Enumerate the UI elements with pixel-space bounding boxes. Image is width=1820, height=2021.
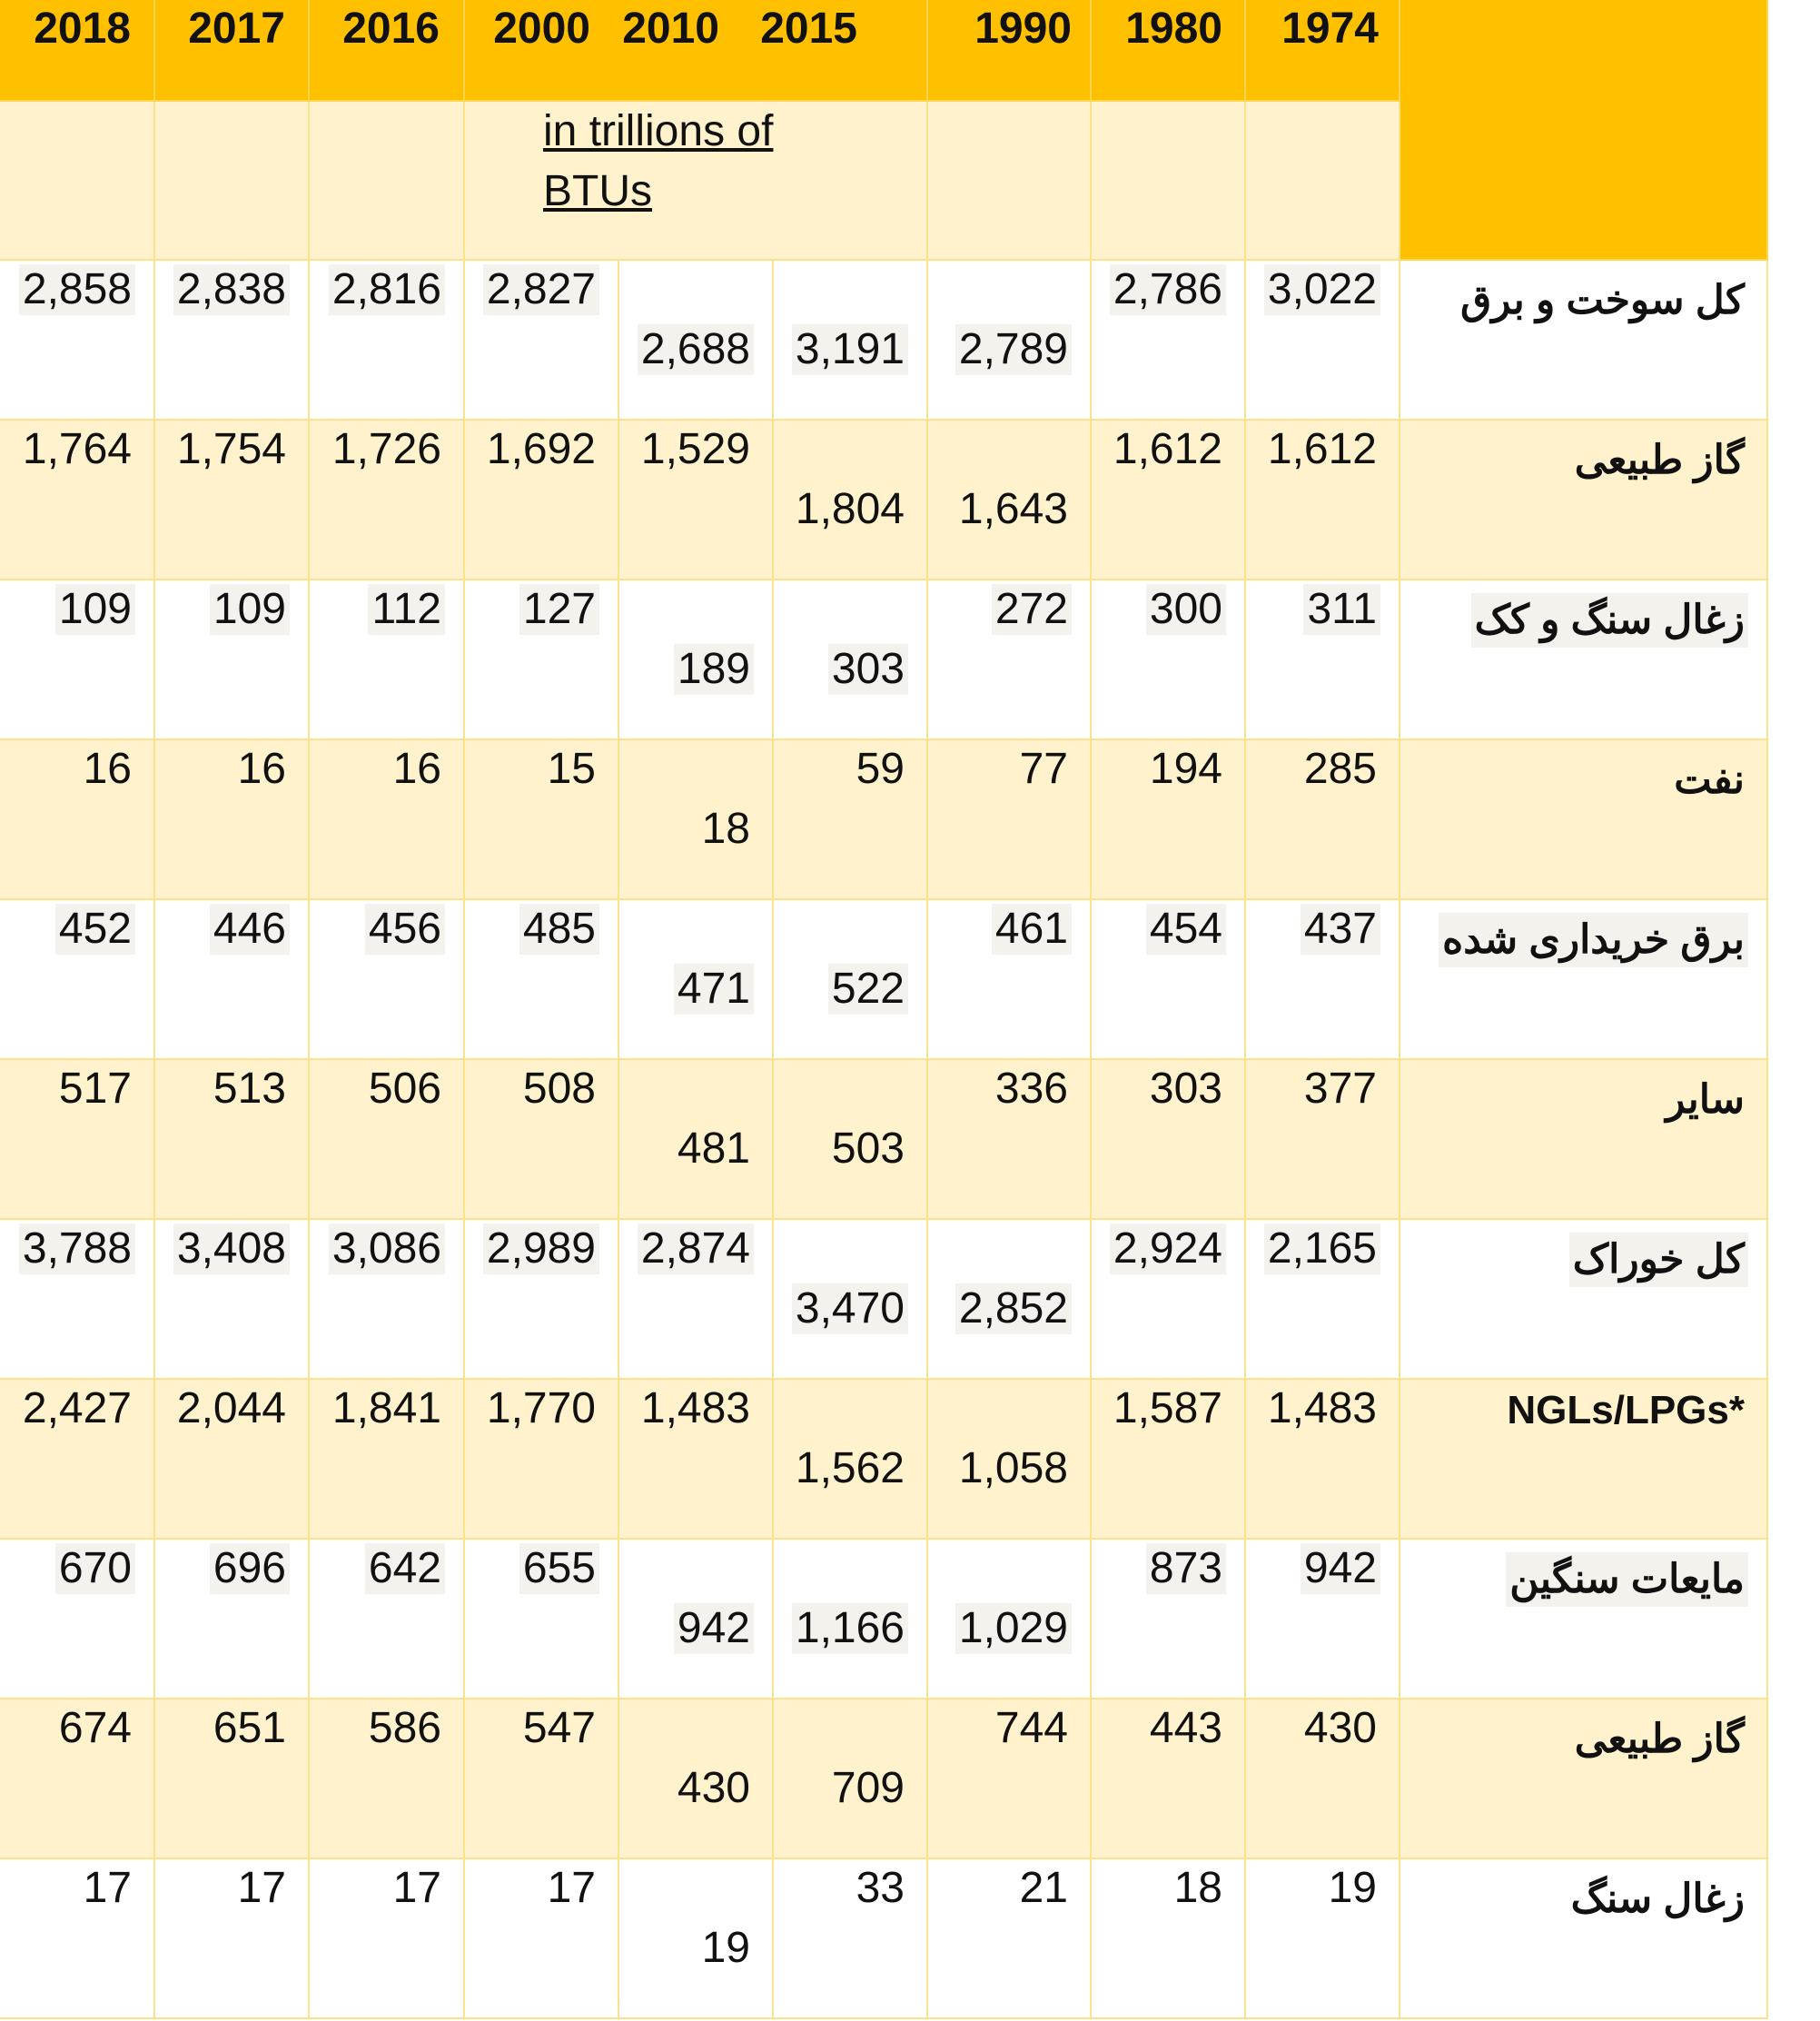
table-row <box>0 1380 1768 1540</box>
table-row <box>0 1060 1768 1220</box>
value-cell <box>1246 1540 1400 1699</box>
cell-value: 189 <box>674 644 754 695</box>
cell-value: 1,029 <box>955 1603 1072 1654</box>
cell-value: 300 <box>1146 584 1226 635</box>
table-row <box>0 580 1768 740</box>
value-cell <box>1092 1380 1246 1540</box>
value-cell <box>155 1380 310 1540</box>
value-cell <box>619 421 774 580</box>
label-cell <box>1400 740 1768 900</box>
value-cell <box>0 421 155 580</box>
value-cell <box>619 1060 774 1220</box>
value-cell <box>310 1060 465 1220</box>
cell-value: 2,789 <box>955 324 1072 375</box>
value-cell <box>1246 580 1400 740</box>
cell-value: 336 <box>994 1065 1068 1113</box>
value-cell <box>310 421 465 580</box>
cell-value: 59 <box>856 745 905 793</box>
value-cell <box>155 740 310 900</box>
cell-value: 285 <box>1303 745 1377 793</box>
value-cell <box>619 740 774 900</box>
row-label: مایعات سنگین <box>1506 1552 1748 1607</box>
cell-value: 18 <box>701 805 750 853</box>
row-label: نفت <box>1674 758 1745 802</box>
cell-value: 1,804 <box>795 485 905 533</box>
table-row <box>0 1699 1768 1859</box>
value-cell <box>928 580 1092 740</box>
cell-value: 21 <box>1019 1864 1068 1912</box>
cell-value: 1,587 <box>1113 1384 1222 1432</box>
value-cell <box>1092 1220 1246 1380</box>
row-label: زغال سنگ و کک <box>1471 593 1748 648</box>
value-cell <box>155 421 310 580</box>
cell-value: 2,852 <box>955 1283 1072 1334</box>
label-cell <box>1400 261 1768 421</box>
value-cell <box>1246 740 1400 900</box>
value-cell <box>774 1060 928 1220</box>
value-cell <box>1246 1060 1400 1220</box>
value-cell <box>1092 580 1246 740</box>
cell-value: 1,754 <box>176 425 286 473</box>
value-cell <box>1092 1699 1246 1859</box>
value-cell <box>1092 900 1246 1060</box>
value-cell <box>310 900 465 1060</box>
value-cell <box>1092 261 1246 421</box>
cell-value: 744 <box>994 1704 1068 1752</box>
cell-value: 1,726 <box>331 425 441 473</box>
row-label: کل سوخت و برق <box>1460 278 1745 322</box>
cell-value: 655 <box>519 1543 599 1594</box>
cell-value: 303 <box>828 644 908 695</box>
cell-value: 430 <box>677 1764 750 1812</box>
value-cell <box>928 1699 1092 1859</box>
value-cell <box>310 1540 465 1699</box>
value-cell <box>155 580 310 740</box>
value-cell <box>619 1699 774 1859</box>
year-label: 2015 <box>760 5 857 53</box>
cell-value: 430 <box>1303 1704 1377 1752</box>
value-cell <box>928 1220 1092 1380</box>
unit-band-cell <box>0 102 155 261</box>
cell-value: 1,841 <box>331 1384 441 1432</box>
cell-value: 194 <box>1149 745 1222 793</box>
table-row <box>0 421 1768 580</box>
cell-value: 471 <box>674 964 754 1015</box>
cell-value: 2,688 <box>638 324 754 375</box>
value-cell <box>928 421 1092 580</box>
cell-value: 16 <box>83 745 132 793</box>
cell-value: 2,989 <box>483 1223 599 1274</box>
cell-value: 3,408 <box>173 1223 290 1274</box>
cell-value: 1,483 <box>640 1384 750 1432</box>
year-label: 1990 <box>974 5 1072 53</box>
cell-value: 2,827 <box>483 264 599 315</box>
cell-value: 109 <box>55 584 135 635</box>
row-label: NGLs/LPGs* <box>1507 1388 1745 1432</box>
value-cell <box>774 1859 928 2019</box>
cell-value: 670 <box>55 1543 135 1594</box>
year-label: 2017 <box>188 5 285 53</box>
value-cell <box>465 1220 619 1380</box>
cell-value: 437 <box>1301 904 1380 955</box>
value-cell <box>1246 261 1400 421</box>
label-cell <box>1400 1380 1768 1540</box>
cell-value: 642 <box>365 1543 445 1594</box>
year-label: 1974 <box>1281 5 1379 53</box>
row-label: کل خوراک <box>1569 1233 1748 1287</box>
label-cell <box>1400 1060 1768 1220</box>
year-label: 1980 <box>1125 5 1222 53</box>
cell-value: 15 <box>547 745 596 793</box>
cell-value: 503 <box>831 1124 905 1173</box>
cell-value: 2,816 <box>329 264 445 315</box>
value-cell <box>928 1380 1092 1540</box>
value-cell <box>1092 421 1246 580</box>
cell-value: 485 <box>519 904 599 955</box>
cell-value: 19 <box>701 1924 750 1972</box>
cell-value: 17 <box>392 1864 441 1912</box>
value-cell <box>465 1859 619 2019</box>
value-cell <box>928 1859 1092 2019</box>
value-cell <box>0 1859 155 2019</box>
value-cell <box>310 1859 465 2019</box>
row-label: زغال سنگ <box>1570 1877 1745 1921</box>
value-cell <box>465 1699 619 1859</box>
value-cell <box>155 1220 310 1380</box>
value-cell <box>310 740 465 900</box>
label-cell <box>1400 900 1768 1060</box>
cell-value: 586 <box>368 1704 441 1752</box>
cell-value: 272 <box>992 584 1072 635</box>
table-row <box>0 261 1768 421</box>
value-cell <box>465 580 619 740</box>
value-cell <box>774 1699 928 1859</box>
table-row <box>0 1859 1768 2019</box>
value-cell <box>1092 1540 1246 1699</box>
cell-value: 3,470 <box>792 1283 908 1334</box>
value-cell <box>0 1699 155 1859</box>
cell-value: 2,044 <box>176 1384 286 1432</box>
cell-value: 709 <box>831 1764 905 1812</box>
value-cell <box>310 1699 465 1859</box>
value-cell <box>619 261 774 421</box>
cell-value: 1,643 <box>958 485 1068 533</box>
value-cell <box>1246 421 1400 580</box>
cell-value: 3,022 <box>1264 264 1380 315</box>
value-cell <box>1246 1859 1400 2019</box>
cell-value: 17 <box>237 1864 286 1912</box>
value-cell <box>465 1540 619 1699</box>
value-cell <box>928 261 1092 421</box>
cell-value: 508 <box>522 1065 596 1113</box>
value-cell <box>0 1220 155 1380</box>
value-cell <box>465 261 619 421</box>
value-cell <box>310 261 465 421</box>
value-cell <box>774 1540 928 1699</box>
cell-value: 17 <box>83 1864 132 1912</box>
cell-value: 481 <box>677 1124 750 1173</box>
cell-value: 1,692 <box>486 425 596 473</box>
value-cell <box>0 580 155 740</box>
label-cell <box>1400 1859 1768 2019</box>
value-cell <box>155 261 310 421</box>
cell-value: 454 <box>1146 904 1226 955</box>
year-label: 2016 <box>342 5 440 53</box>
cell-value: 16 <box>237 745 286 793</box>
value-cell <box>619 1540 774 1699</box>
value-cell <box>1092 1859 1246 2019</box>
cell-value: 19 <box>1328 1864 1377 1912</box>
cell-value: 696 <box>210 1543 290 1594</box>
cell-value: 127 <box>519 584 599 635</box>
label-cell <box>1400 1540 1768 1699</box>
value-cell <box>928 900 1092 1060</box>
row-label: سایر <box>1666 1077 1745 1122</box>
year-label: 2018 <box>34 5 131 53</box>
cell-value: 674 <box>58 1704 132 1752</box>
unit-band-cell <box>1246 102 1400 261</box>
cell-value: 2,924 <box>1110 1223 1226 1274</box>
value-cell <box>310 580 465 740</box>
header-cell <box>1400 0 1768 261</box>
cell-value: 942 <box>1301 1543 1380 1594</box>
value-cell <box>465 1060 619 1220</box>
value-cell <box>774 740 928 900</box>
value-cell <box>0 1540 155 1699</box>
cell-value: 2,858 <box>19 264 135 315</box>
value-cell <box>774 1380 928 1540</box>
cell-value: 443 <box>1149 1704 1222 1752</box>
cell-value: 303 <box>1149 1065 1222 1113</box>
value-cell <box>619 1220 774 1380</box>
value-cell <box>155 1859 310 2019</box>
cell-value: 1,770 <box>486 1384 596 1432</box>
table-row <box>0 1220 1768 1380</box>
cell-value: 2,165 <box>1264 1223 1380 1274</box>
value-cell <box>774 1220 928 1380</box>
cell-value: 456 <box>365 904 445 955</box>
value-cell <box>310 1220 465 1380</box>
cell-value: 547 <box>522 1704 596 1752</box>
year-label: 2010 <box>622 5 719 53</box>
value-cell <box>774 261 928 421</box>
value-cell <box>465 1380 619 1540</box>
value-cell <box>1246 900 1400 1060</box>
value-cell <box>1246 1220 1400 1380</box>
value-cell <box>465 900 619 1060</box>
cell-value: 2,786 <box>1110 264 1226 315</box>
cell-value: 1,562 <box>795 1444 905 1492</box>
table-row <box>0 900 1768 1060</box>
label-cell <box>1400 1220 1768 1380</box>
value-cell <box>1246 1380 1400 1540</box>
value-cell <box>0 900 155 1060</box>
label-cell <box>1400 1699 1768 1859</box>
cell-value: 452 <box>55 904 135 955</box>
value-cell <box>0 261 155 421</box>
cell-value: 112 <box>368 584 445 635</box>
cell-value: 77 <box>1019 745 1068 793</box>
cell-value: 33 <box>856 1864 905 1912</box>
value-cell <box>465 740 619 900</box>
cell-value: 2,874 <box>638 1223 754 1274</box>
cell-value: 18 <box>1173 1864 1222 1912</box>
value-cell <box>928 1540 1092 1699</box>
label-cell <box>1400 421 1768 580</box>
value-cell <box>774 580 928 740</box>
cell-value: 1,612 <box>1113 425 1222 473</box>
cell-value: 3,788 <box>19 1223 135 1274</box>
cell-value: 2,838 <box>173 264 290 315</box>
cell-value: 942 <box>674 1603 754 1654</box>
value-cell <box>619 1380 774 1540</box>
unit-note: in trillions of BTUs <box>543 107 774 215</box>
cell-value: 1,764 <box>22 425 132 473</box>
value-cell <box>465 421 619 580</box>
cell-value: 513 <box>213 1065 286 1113</box>
value-cell <box>0 1060 155 1220</box>
value-cell <box>0 740 155 900</box>
cell-value: 873 <box>1146 1543 1226 1594</box>
value-cell <box>0 1380 155 1540</box>
value-cell <box>619 1859 774 2019</box>
unit-band-cell <box>928 102 1092 261</box>
table-row <box>0 740 1768 900</box>
cell-value: 1,058 <box>958 1444 1068 1492</box>
value-cell <box>1092 1060 1246 1220</box>
label-cell <box>1400 580 1768 740</box>
cell-value: 2,427 <box>22 1384 132 1432</box>
value-cell <box>1092 740 1246 900</box>
cell-value: 517 <box>58 1065 132 1113</box>
unit-band-cell <box>310 102 465 261</box>
cell-value: 16 <box>392 745 441 793</box>
cell-value: 446 <box>210 904 290 955</box>
row-label: برق خریداری شده <box>1439 913 1748 967</box>
cell-value: 506 <box>368 1065 441 1113</box>
value-cell <box>619 580 774 740</box>
value-cell <box>928 1060 1092 1220</box>
cell-value: 3,191 <box>792 324 908 375</box>
value-cell <box>1246 1699 1400 1859</box>
cell-value: 1,483 <box>1267 1384 1377 1432</box>
cell-value: 1,612 <box>1267 425 1377 473</box>
row-label: گاز طبیعی <box>1574 438 1745 482</box>
cell-value: 3,086 <box>329 1223 445 1274</box>
cell-value: 1,529 <box>640 425 750 473</box>
cell-value: 109 <box>210 584 290 635</box>
cell-value: 1,166 <box>792 1603 908 1654</box>
header-row <box>0 0 1768 261</box>
row-label: گاز طبیعی <box>1574 1717 1745 1761</box>
value-cell <box>774 900 928 1060</box>
value-cell <box>619 900 774 1060</box>
value-cell <box>155 1060 310 1220</box>
cell-value: 311 <box>1303 584 1380 635</box>
table-row <box>0 1540 1768 1699</box>
value-cell <box>155 1699 310 1859</box>
value-cell <box>928 740 1092 900</box>
cell-value: 522 <box>828 964 908 1015</box>
cell-value: 651 <box>213 1704 286 1752</box>
value-cell <box>155 1540 310 1699</box>
unit-band-cell <box>1092 102 1246 261</box>
cell-value: 461 <box>992 904 1072 955</box>
unit-band-cell <box>155 102 310 261</box>
cell-value: 377 <box>1303 1065 1377 1113</box>
value-cell <box>774 421 928 580</box>
value-cell <box>155 900 310 1060</box>
value-cell <box>310 1380 465 1540</box>
year-label: 2000 <box>493 5 590 53</box>
cell-value: 17 <box>547 1864 596 1912</box>
